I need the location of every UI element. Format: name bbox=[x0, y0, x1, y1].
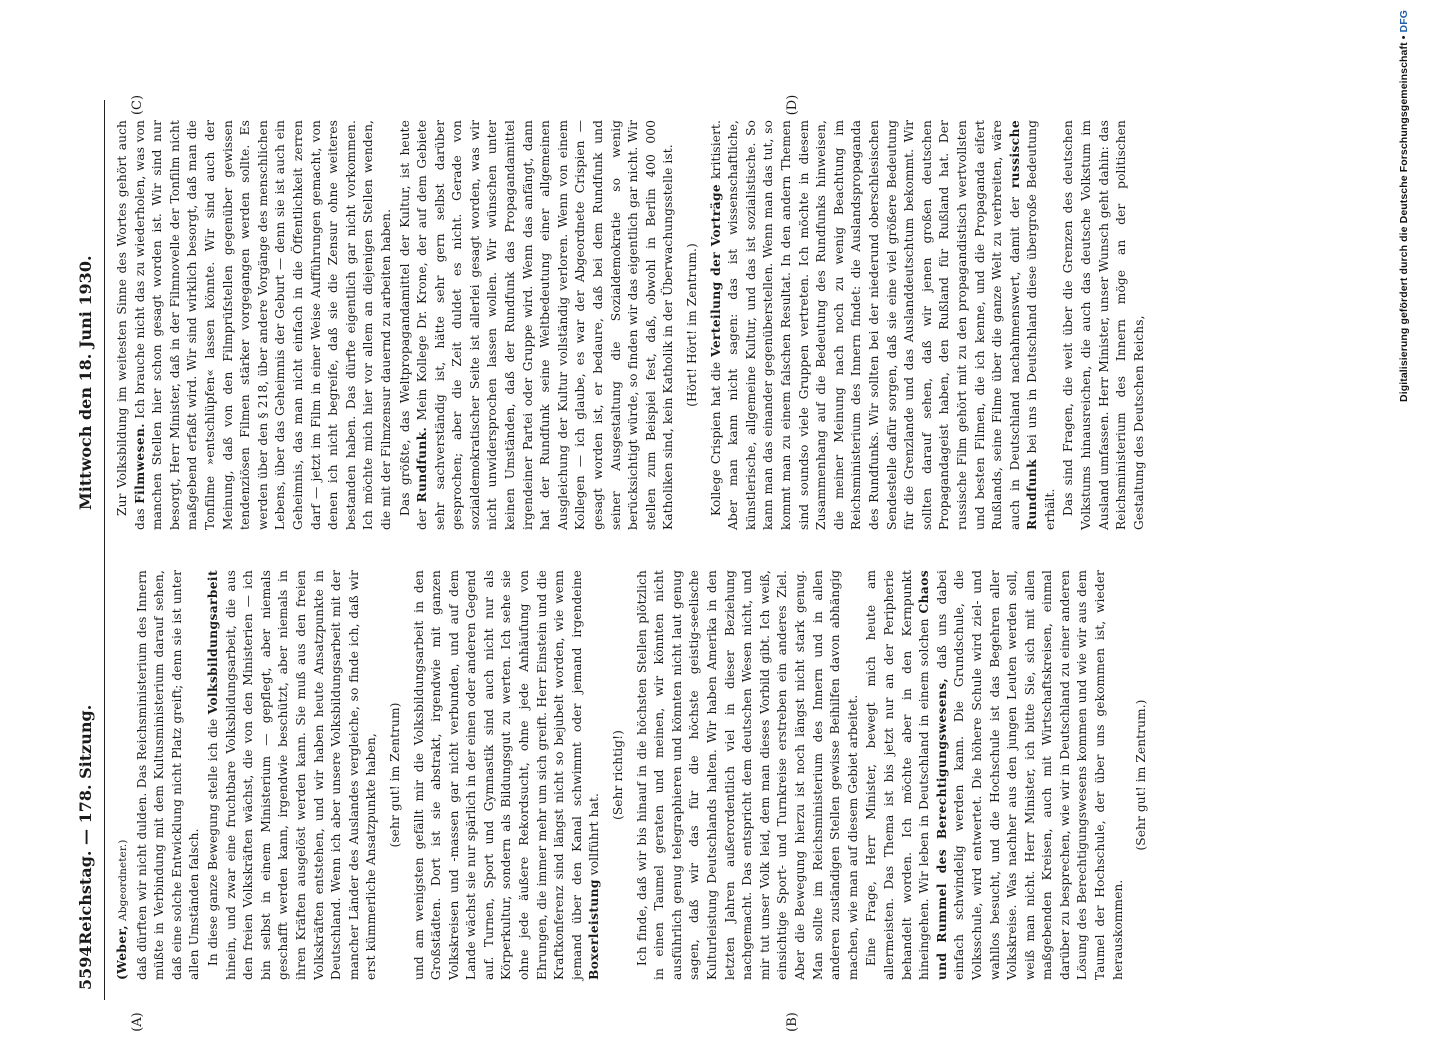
paragraph: Das sind Fragen, die weit über die Grenzen des deutschen Volkstums hinausreichen, die auch das deutsche Volkstum im Ausland umfassen. Herr Minister, unser Wunsch geht dahin: das Reichsministerium des Innern möge an der politischen Gestaltung des Deutschen Reichs, bbox=[1061, 120, 1146, 530]
credit-line: Digitalisierung gefördert durch die Deutsche Forschungsgemeinschaft • DFG bbox=[1398, 10, 1410, 402]
left-text-column bbox=[114, 570, 1157, 980]
margin-marker-a: (A) bbox=[130, 1012, 145, 1032]
paragraph bbox=[863, 570, 1127, 980]
running-head-right: Mittwoch den 18. Juni 1930. bbox=[76, 255, 95, 510]
paragraph bbox=[205, 570, 381, 980]
dfg-logo: DFG bbox=[1398, 10, 1410, 33]
right-margin-markers bbox=[70, 80, 1400, 120]
rotated-document-page bbox=[70, 94, 1400, 1032]
text-run: kritisiert. Aber man kann nicht sagen: das ist wissenschaftliche, künstlerische, allgemeine Kultur, und das ist sozialistische. So kann man das einander gegenüberstellen. Wenn man das tut, so kommt man zu einem falschen Resultat. In den andern Themen sind soundso viele Gruppen vertreten. Ich möchte in diesem Zusammenhang auf die Bedeutung des Rundfunks hinweisen, die meiner Meinung nach noch zu wenig Beachtung im Reichsministerium des Innern findet: die Auslandspropaganda des Rundfunks. Wir sollten bei der niederund oberschlesischen Sendestelle dafür sorgen, daß sie eine viel größere Bedeutung für die Grenzlande und das Auslanddeutschtum bekommt. Wir sollten darauf sehen, daß wir jenen großen deutschen Propagandageist haben, den Rußland für Rußland hat. Der russische Film gehört mit zu den propagandistisch wertvollsten und besten Filmen, die ich kenne, und die Propaganda eifert Rußlands, seine Filme über die ganze Welt zu verbreiten, wäre auch in Deutschland nachahmenswert, damit der bbox=[708, 120, 1022, 530]
paragraph: daß dürften wir nicht dulden. Das Reichsministerium des Innern müßte in Verbindung mit dem Kultusministerium darauf sehen, daß eine solche Entwicklung nicht Platz greift; denn sie ist unter allen Umständen falsch. bbox=[134, 570, 202, 980]
paragraph bbox=[411, 570, 605, 980]
emphasis-term: russische Rundfunk bbox=[1007, 120, 1040, 530]
margin-marker-b: (B) bbox=[785, 1012, 800, 1032]
speaker-name: (Weber, bbox=[115, 924, 129, 980]
text-run: Ich brauche nicht das zu wiederholen, was von manchen Stellen hier schon gesagt worden ist. Wir sind nur besorgt, Herr Minister, daß in der Filmnovelle der Tonfilm nicht maßgebend erfaßt wird. Wir sind wirklich besorgt, daß man die Tonfilme »entschlüpfen« lassen könnte. Wir sind auch der Meinung, daß von den Filmprüfstellen gegenüber gewissen tendenziösen Filmen stärker vorgegangen werden sollte. Es werden über den § 218, über andere Vorgänge des menschlichen Lebens, über das Geheimnis der Geburt — denn sie ist auch ein Geheimnis, das man nicht einfach in die Öffentlichkeit zerren darf — jetzt im Film in einer Weise Aufführungen gemacht, von denen ich nicht begreife, daß sie die Zensur ohne weiteres bestanden haben. Das dürfte eigentlich gar nicht vorkommen. Ich möchte mich hier vor allem an diejenigen Stellen wenden, die mit der Filmzensur dauernd zu arbeiten haben. bbox=[132, 120, 393, 530]
left-margin-markers bbox=[70, 1005, 1400, 1045]
text-run: Eine Frage, Herr Minister, bewegt mich heute am allermeisten. Das Thema ist bis jetzt nur an der Peripherie behandelt worden. Ich möchte aber in den Kernpunkt hineingehen. Wir leben in Deutschland in einem solchen bbox=[864, 570, 932, 980]
paragraph: Ich finde, daß wir bis hinauf in die höchsten Stellen plötzlich in einen Taumel geraten und meinen, wir könnten nicht ausführlich genug telegraphieren und könnten nicht laut genug sagen, daß wir das für die höchste geistig-seelische Kulturleistung Deutschlands halten. Wir haben Amerika in den letzten Jahren außerordentlich viel in dieser Beziehung nachgemacht. Das entspricht dem deutschen Wesen nicht, und mir tut unser Volk leid, dem man dieses Vorbild gibt. Ich weiß, einsichtige Sport- und Turnkreise erstreben ein anderes Ziel. Aber die Bewegung hierzu ist noch längst nicht stark genug. Man sollte im Reichsministerium des Innern und in allen anderen zuständigen Stellen gewisse Beihilfen davon abhängig machen, wie man auf diesem Gebiet arbeitet. bbox=[634, 570, 860, 980]
paragraph bbox=[708, 120, 1060, 530]
paragraph bbox=[114, 120, 396, 530]
emphasis-term: Rundfunk. bbox=[415, 426, 430, 503]
interjection: (Hört! Hört! im Zentrum.) bbox=[685, 243, 699, 407]
margin-marker-d: (D) bbox=[785, 94, 800, 116]
text-run: Zur Volksbildung im weitesten Sinne des Wortes gehört auch das bbox=[115, 120, 147, 530]
text-run: Kollege Crispien hat die bbox=[708, 361, 723, 516]
page-header bbox=[70, 100, 105, 1000]
speaker-role: Abgeordneter.) bbox=[117, 839, 129, 921]
paragraph bbox=[397, 120, 679, 530]
interjection: (sehr gut! im Zentrum) bbox=[387, 702, 402, 848]
running-head-left: Reichstag. — 178. Sitzung. bbox=[76, 704, 95, 945]
emphasis-term: Verteilung der Vorträge bbox=[708, 183, 723, 357]
emphasis-term: Chaos und Rummel des Berechtigungswesens, bbox=[917, 570, 949, 980]
text-run: und am wenigsten gefällt mir die Volksbildungsarbeit in den Großstädten. Dort ist sie abstrakt, irgendwie mit ganzen Volkskreisen und -massen gar nicht verbunden, und auf dem Lande wächst sie nur spärlich in der einen oder anderen Gegend auf. Turnen, Sport und Gymnastik sind auch nicht nur als Körperkultur, sondern als Bildungsgut zu werten. Ich sehe sie ohne jede äußere Rekordsucht, ohne jede Anhäufung von Ehrungen, die immer mehr um sich greift. Herr Einstein und die Kraftkonferenz sind längst nicht so bejubelt worden, wie wenn jemand über den Kanal schwimmt oder jemand irgendeine bbox=[411, 570, 584, 980]
emphasis-term: Boxerleistung bbox=[587, 879, 602, 980]
text-run: Mein Kollege Dr. Krone, der auf dem Gebiete sehr sachverständig ist, hätte sehr gern selbst darüber gesprochen; aber die Zeit duldet es nicht. Gerade von sozialdemokratischer Seite ist allerlei gesagt worden, was wir nicht unwidersprochen lassen wollen. Wir wünschen unter keinen Umständen, daß der Rundfunk das Propagandamittel irgendeiner Partei oder Gruppe wird. Wenn das anfängt, dann hat der Rundfunk seine Weltbedeutung einer allgemeinen Ausgleichung der Kultur vollständig verloren. Wenn von einem Kollegen — ich glaube, es war der Abgeordnete Crispien — gesagt worden ist, er bedaure, daß bei dem Rundfunk und seiner Ausgestaltung die Sozialdemokratie so wenig berücksichtigt würde, so finden wir das eigentlich gar nicht. Wir stellen zum Beispiel fest, daß, obwohl in Berlin 400 000 Katholiken sind, kein Katholik in der Überwachungsstelle ist. bbox=[415, 120, 676, 530]
speaker-line bbox=[114, 570, 133, 980]
emphasis-term: Filmwesen. bbox=[132, 423, 147, 504]
text-run: hinein, und zwar eine fruchtbare Volksbildungsarbeit, die aus den freien Volkskräften wächst, die von den Ministerien — ich bin selbst in einem Ministerium — gepflegt, aber niemals geschafft werden kann, irgendwie beschützt, aber niemals in ihren Kräften ausgelöst werden kann. Sie muß aus den freien Volkskräften entstehen, und wir haben heute Ansatzpunkte in Deutschland. Wenn ich aber unsere Volksbildungsarbeit mit der mancher Länder des Auslandes vergleiche, so finde ich, daß wir erst kümmerliche Ansatzpunkte haben, bbox=[223, 570, 379, 980]
margin-marker-c: (C) bbox=[130, 94, 145, 116]
page-number: 5594 bbox=[76, 945, 95, 990]
right-text-column bbox=[114, 120, 1149, 530]
interjection: (Sehr richtig!) bbox=[611, 730, 626, 821]
text-run: bei uns in Deutschland diese übergroße Bedeutung erhält. bbox=[1025, 120, 1057, 530]
digitization-credit bbox=[1398, 10, 1428, 990]
credit-text: Digitalisierung gefördert durch die Deutsche Forschungsgemeinschaft bbox=[1398, 42, 1410, 402]
text-run: Das größte, das Weltpropagandamittel der Kultur, ist heute der bbox=[397, 120, 430, 530]
emphasis-term: Volksbildungsarbeit bbox=[205, 570, 220, 715]
text-run: daß uns dabei einfach schwindelig werden kann. Die Grundschule, die Volksschule, wird entwertet. Die höhere Schule wird ziel- und wahllos besucht, und die Hochschule ist das Begehren aller Volkskreise. Was nachher aus den jungen Leuten werden soll, weiß man nicht. Herr Minister, ich bitte Sie, sich mit allen maßgebenden Kreisen, auch mit Wirtschaftskreisen, einmal darüber zu besprechen, wie wir in Deutschland zu einer anderen Lösung des Berechtigungswesens kommen und wie wir aus dem Taumel der Hochschule, der über uns gekommen ist, wieder herauskommen. bbox=[934, 570, 1125, 980]
text-run: In diese ganze Bewegung stelle ich die bbox=[205, 718, 220, 966]
text-run: vollführt hat. bbox=[587, 793, 602, 876]
interjection: (Sehr gut! im Zentrum.) bbox=[1134, 699, 1149, 851]
